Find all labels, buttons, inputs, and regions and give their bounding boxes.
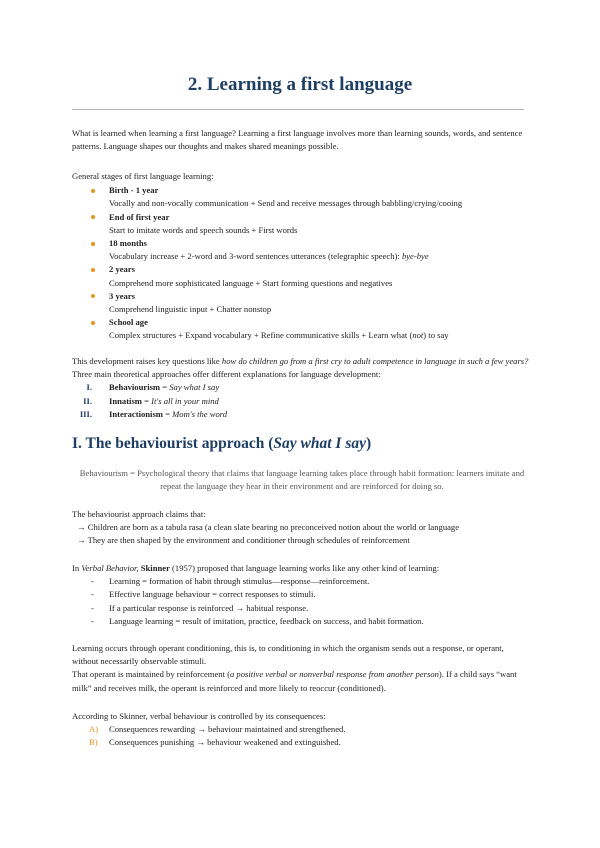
stage-desc: Start to imitate words and speech sounds + First words — [109, 224, 298, 235]
claims-section — [72, 508, 532, 548]
consequence-letter: B) — [89, 737, 98, 748]
stage-item — [72, 316, 532, 342]
behaviourism-definition: Behaviourism = Psychological theory that claims that language learning takes place through habit formation: learners imitate and repeat the language they hear in their environment and are reinforced for doing so. — [79, 468, 525, 492]
dash-icon: - — [91, 615, 94, 626]
consequences-section — [72, 710, 532, 750]
skinner-point-text: If a particular response is reinforced → habitual response. — [109, 602, 309, 613]
approach-equals: = — [141, 395, 152, 406]
stage-item — [72, 211, 532, 237]
bullet-icon — [91, 189, 95, 193]
dash-icon: - — [91, 576, 94, 587]
approach-name: Innatism — [109, 395, 142, 406]
stage-item — [72, 290, 532, 316]
claims-heading: The behaviourist approach claims that: — [72, 509, 206, 519]
stage-desc: Vocabulary increase + 2-word and 3-word sentences utterances (telegraphic speech): — [109, 251, 400, 262]
stage-item — [72, 184, 532, 210]
section-heading — [72, 433, 371, 455]
consequence-text: Consequences punishing → behaviour weakened and extinguished. — [109, 737, 341, 748]
operant-section — [72, 642, 532, 695]
dash-icon: - — [91, 589, 94, 600]
skinner-name: Skinner — [140, 563, 170, 573]
questions-text-2: Three main theoretical approaches offer different explanations for language development: — [72, 369, 381, 380]
skinner-book: Verbal Behavior, — [81, 563, 139, 573]
approaches-list — [72, 381, 532, 421]
approach-number: II. — [83, 395, 92, 406]
stage-label: 2 years — [109, 264, 136, 275]
stage-item — [72, 263, 532, 289]
skinner-rest: (1957) proposed that language learning works like any other kind of learning: — [169, 563, 440, 573]
stages-heading: General stages of first language learning: — [72, 171, 214, 181]
questions-italic: how do children go from a first cry to adult competence in language in such a few years? — [221, 356, 529, 366]
approach-item — [72, 408, 532, 421]
skinner-point — [72, 575, 532, 588]
stage-label: 3 years — [109, 290, 136, 301]
bullet-icon — [91, 268, 95, 272]
approach-equals: = — [160, 382, 170, 393]
operant-text-2: That operant is maintained by reinforcement ( — [72, 669, 230, 680]
stage-desc: Comprehend more sophisticated language + Start forming questions and negatives — [109, 277, 393, 288]
consequence-text: Consequences rewarding → behaviour maintained and strengthened. — [109, 724, 346, 735]
approach-name: Behaviourism — [109, 382, 161, 393]
skinner-point-text: Language learning = result of imitation, practice, feedback on success, and habit formation. — [109, 615, 424, 626]
approach-tag: It's all in your mind — [151, 395, 219, 406]
stage-desc-italic: bye-bye — [401, 251, 429, 262]
approach-item — [72, 395, 532, 408]
section-heading-italic: Say what I say — [273, 435, 366, 452]
approach-equals: = — [162, 408, 173, 419]
stages-list — [72, 183, 532, 347]
questions-paragraph — [72, 355, 532, 421]
intro-paragraph — [72, 127, 532, 153]
stage-desc: Comprehend linguistic input + Chatter nonstop — [109, 304, 272, 315]
consequences-heading: According to Skinner, verbal behaviour is controlled by its consequences: — [72, 711, 326, 721]
skinner-point — [72, 602, 532, 615]
bullet-icon — [91, 242, 95, 246]
section-heading-text: I. The behaviourist approach ( — [72, 435, 274, 452]
operant-text-3: ). If a child says “want milk” and receives milk, the operant is reinforced and more likely to reoccur (conditioned). — [72, 669, 517, 693]
dash-icon: - — [91, 602, 94, 613]
skinner-intro: In — [72, 563, 82, 573]
consequence-item — [72, 736, 532, 749]
bullet-icon — [91, 321, 95, 325]
skinner-section — [72, 562, 532, 628]
stage-label: End of first year — [109, 211, 170, 222]
stage-label: School age — [109, 317, 148, 328]
consequence-item — [72, 723, 532, 736]
skinner-point — [72, 588, 532, 601]
approach-item — [72, 381, 532, 394]
intro-text: What is learned when learning a first language? Learning a first language involves more than learning sounds, words, and sentence patterns. Language shapes our thoughts and makes shared meanings possible. — [72, 128, 523, 152]
skinner-point — [72, 615, 532, 628]
section-heading-close: ) — [366, 435, 372, 452]
skinner-point-text: Effective language behaviour = correct responses to stimuli. — [109, 589, 316, 600]
claim-item: → They are then shaped by the environment and conditioner through schedules of reinforcement — [77, 535, 410, 546]
stage-desc: ) to say — [423, 330, 449, 341]
skinner-point-text: Learning = formation of habit through stimulus—response—reinforcement. — [109, 576, 370, 587]
claim-item: → Children are born as a tabula rasa (a clean slate bearing no preconceived notion about the world or language — [77, 522, 460, 533]
stage-label: Birth - 1 year — [109, 185, 159, 196]
approach-tag: Mom's the word — [172, 408, 228, 419]
bullet-icon — [91, 294, 95, 298]
page-title: 2. Learning a first language — [187, 74, 413, 95]
stage-label: 18 months — [109, 238, 147, 249]
approach-name: Interactionism — [109, 408, 163, 419]
stage-item — [72, 237, 532, 263]
stage-desc: Vocally and non-vocally communication + Send and receive messages through babbling/crying/cooing — [109, 198, 463, 209]
operant-text-1: Learning occurs through operant conditioning, this is, to conditioning in which the organism sends out a response, or operant, without necessarily observable stimuli. — [72, 643, 504, 667]
title-divider — [72, 109, 524, 110]
operant-italic: a positive verbal or nonverbal response from another person — [229, 669, 439, 680]
stages-section — [72, 170, 532, 347]
approach-number: I. — [86, 382, 92, 393]
consequence-letter: A) — [89, 724, 99, 735]
stage-desc: Complex structures + Expand vocabulary + Refine communicative skills + Learn what ( — [109, 330, 413, 341]
stage-desc-italic: not — [412, 330, 424, 341]
questions-text: This development raises key questions like — [72, 356, 220, 366]
approach-tag: Say what I say — [169, 382, 220, 393]
bullet-icon — [91, 215, 95, 219]
approach-number: III. — [79, 408, 92, 419]
